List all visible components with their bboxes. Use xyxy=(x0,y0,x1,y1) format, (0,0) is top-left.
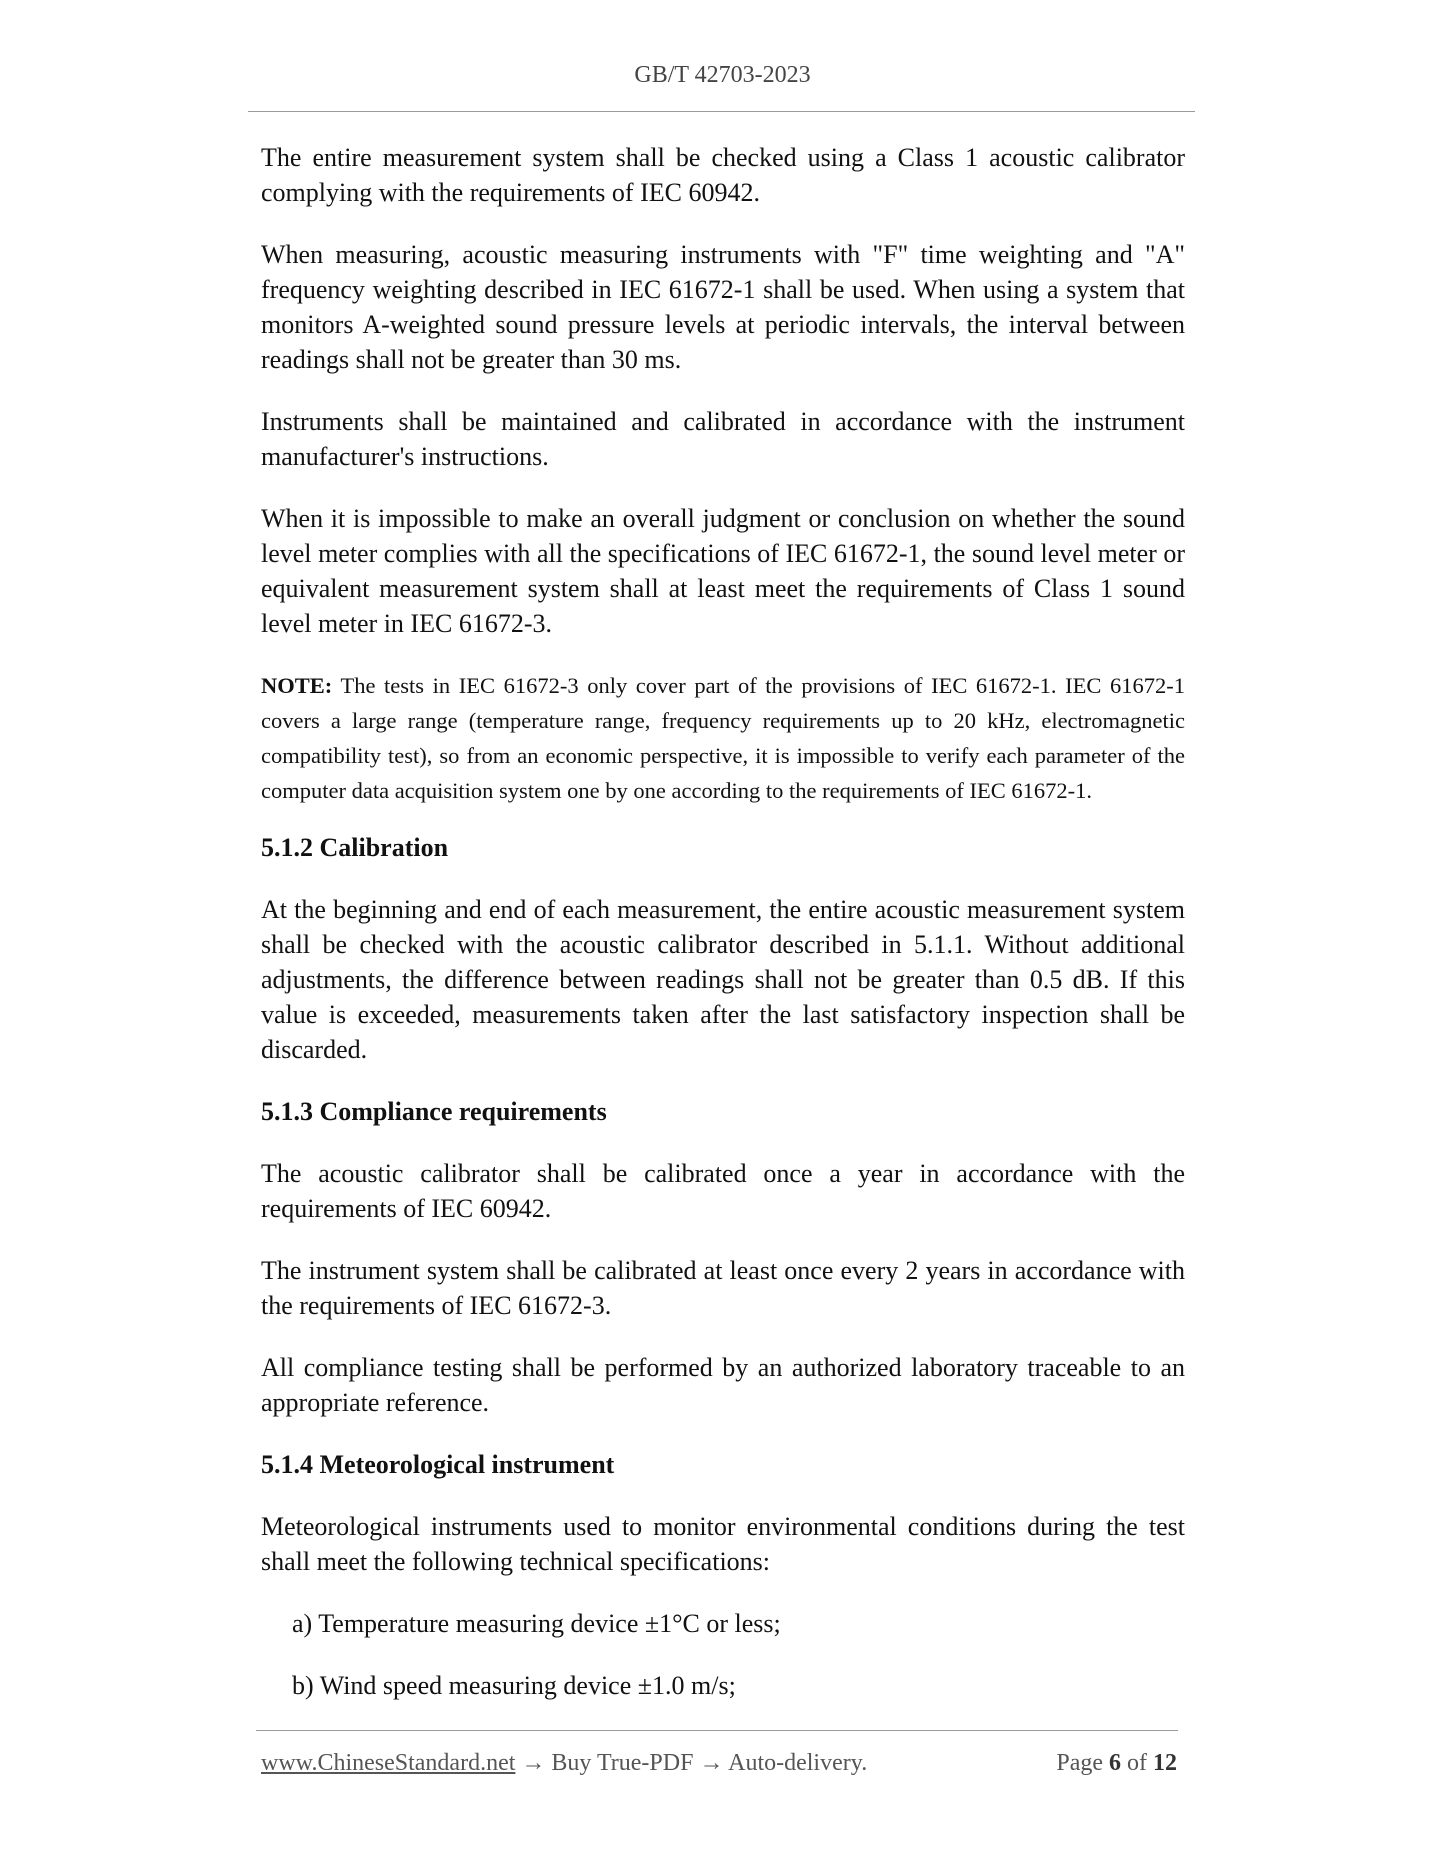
paragraph-calibrator-check: The entire measurement system shall be checked using a Class 1 acoustic calibrator complying with the requirements of IEC 60942. xyxy=(261,143,1185,207)
document-body xyxy=(261,140,1185,1730)
paragraph-meteorological: Meteorological instruments used to monitor environmental conditions during the test shall meet the following technical specifications: xyxy=(261,1512,1185,1576)
page-label: Page xyxy=(1056,1750,1109,1776)
section-heading-compliance: 5.1.3 Compliance requirements xyxy=(261,1097,607,1126)
current-page-number: 6 xyxy=(1109,1750,1121,1776)
note-label: NOTE: xyxy=(261,673,333,698)
footer-divider xyxy=(256,1730,1178,1731)
header-divider xyxy=(248,111,1195,112)
paragraph-calibration: At the beginning and end of each measurement, the entire acoustic measurement system shall be checked with the acoustic calibrator described in 5.1.1. Without additional adjustments, the difference between readings shall not be greater than 0.5 dB. If this value is exceeded, measurements taken after the last satisfactory inspection shall be discarded. xyxy=(261,895,1185,1064)
list-item-wind-speed: b) Wind speed measuring device ±1.0 m/s; xyxy=(292,1671,736,1700)
page-header: GB/T 42703-2023 xyxy=(634,62,811,88)
page-indicator xyxy=(1056,1750,1177,1777)
paragraph-compliance-lab: All compliance testing shall be performed by an authorized laboratory traceable to an appropriate reference. xyxy=(261,1353,1185,1417)
page-of-label: of xyxy=(1121,1750,1153,1776)
paragraph-maintenance: Instruments shall be maintained and calibrated in accordance with the instrument manufacturer's instructions. xyxy=(261,407,1185,471)
paragraph-sound-level-meter: When it is impossible to make an overall judgment or conclusion on whether the sound level meter complies with all the specifications of IEC 61672-1, the sound level meter or equivalent measurement system shall at least meet the requirements of Class 1 sound level meter in IEC 61672-3. xyxy=(261,504,1185,638)
note-block xyxy=(261,668,1185,808)
paragraph-compliance-calibrator: The acoustic calibrator shall be calibrated once a year in accordance with the requirements of IEC 60942. xyxy=(261,1159,1185,1223)
note-text: The tests in IEC 61672-3 only cover part of the provisions of IEC 61672-1. IEC 61672-1 covers a large range (temperature range, frequency requirements up to 20 kHz, electromagnetic compatibility test), so from an economic perspective, it is impossible to verify each parameter of the computer data acquisition system one by one according to the requirements of IEC 61672-1. xyxy=(261,673,1185,803)
list-item-temperature: a) Temperature measuring device ±1°C or less; xyxy=(292,1609,781,1638)
section-heading-calibration: 5.1.2 Calibration xyxy=(261,833,449,862)
section-heading-meteorological: 5.1.4 Meteorological instrument xyxy=(261,1450,615,1479)
total-page-number: 12 xyxy=(1153,1750,1177,1776)
footer-promo xyxy=(261,1750,867,1777)
paragraph-compliance-system: The instrument system shall be calibrated at least once every 2 years in accordance with the requirements of IEC 61672-3. xyxy=(261,1256,1185,1320)
footer-promo-text: → Buy True-PDF → Auto-delivery. xyxy=(515,1750,868,1776)
website-link[interactable]: www.ChineseStandard.net xyxy=(261,1750,516,1776)
paragraph-weighting: When measuring, acoustic measuring instruments with "F" time weighting and "A" frequency weighting described in IEC 61672-1 shall be used. When using a system that monitors A-weighted sound pressure levels at periodic intervals, the interval between readings shall not be greater than 30 ms. xyxy=(261,240,1185,374)
